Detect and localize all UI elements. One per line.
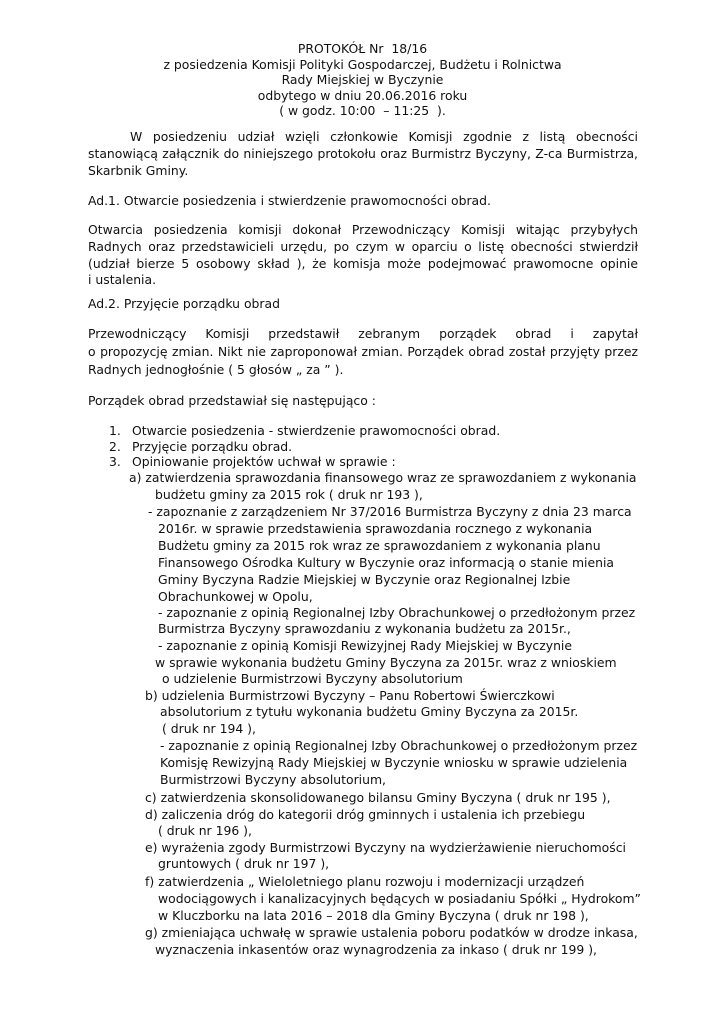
subitem-d-line: ( druk nr 196 ),	[158, 823, 252, 838]
agenda-item-text: Otwarcie posiedzenia - stwierdzenie prawomocności obrad.	[132, 423, 501, 438]
ad2-line-3: Radnych jednogłośnie ( 5 głosów „ za ” ).	[88, 362, 344, 377]
time-line: ( w godz. 10:00 – 11:25 ).	[279, 103, 446, 119]
subitem-b-line: absolutorium z tytułu wykonania budżetu Gminy Byczyna za 2015r.	[160, 704, 579, 719]
ad1-line-1: Otwarcia posiedzenia komisji dokonał Przewodniczący Komisji witając przybyłych	[88, 222, 638, 237]
subitem-f-line: f) zatwierdzenia „ Wieloletniego planu rozwoju i modernizacji urządzeń	[145, 874, 585, 889]
ad1-line-4: i ustalenia.	[88, 272, 157, 287]
subitem-b-line: ( druk nr 194 ),	[162, 721, 256, 736]
protocol-header	[0, 41, 725, 119]
subitem-a-line: Finansowego Ośrodka Kultury w Byczynie oraz informacją o stanie mienia	[158, 555, 614, 570]
agenda-item-text: Opiniowanie projektów uchwał w sprawie :	[132, 454, 396, 469]
ad1-heading: Ad.1. Otwarcie posiedzenia i stwierdzenie prawomocności obrad.	[88, 193, 491, 208]
subitem-b-line: b) udzielenia Burmistrzowi Byczyny – Panu Robertowi Świerczkowi	[145, 688, 555, 703]
council-line: Rady Miejskiej w Byczynie	[281, 72, 444, 88]
ad2-line-1: Przewodniczący Komisji przedstawił zebranym porządek obrad i zapytał	[88, 326, 638, 341]
ad2-heading: Ad.2. Przyjęcie porządku obrad	[88, 296, 280, 311]
protocol-title: PROTOKÓŁ Nr 18/16	[297, 41, 428, 56]
subitem-a-line: Gminy Byczyna Radzie Miejskiej w Byczynie oraz Regionalnej Izbie	[158, 572, 571, 587]
subitem-g-line: wyznaczenia inkasentów oraz wynagrodzenia za inkaso ( druk nr 199 ),	[155, 942, 597, 957]
agenda-item-text: Przyjęcie porządku obrad.	[132, 439, 293, 454]
intro-line-3: Skarbnik Gminy.	[88, 163, 189, 178]
intro-line-2: stanowiącą załącznik do niniejszego protokołu oraz Burmistrz Byczyny, Z-ca Burmistrza,	[88, 146, 638, 161]
subitem-e-line: e) wyrażenia zgody Burmistrzowi Byczyny na wydzierżawienie nieruchomości	[145, 840, 626, 855]
subitem-a-line: 2016r. w sprawie przedstawienia sprawozdania rocznego z wykonania	[158, 521, 593, 536]
agenda-item-number: 2.	[109, 439, 121, 454]
ad2-line-2: o propozycję zmian. Nikt nie zaproponował zmian. Porządek obrad został przyjęty przez	[88, 344, 638, 359]
subitem-a-line: - zapoznanie z zarządzeniem Nr 37/2016 Burmistrza Byczyny z dnia 23 marca	[148, 504, 632, 519]
committee-line: z posiedzenia Komisji Polityki Gospodarczej, Budżetu i Rolnictwa	[163, 56, 562, 72]
subitem-f-line: wodociągowych i kanalizacyjnych będących w posiadaniu Spółki „ Hydrokom”	[158, 891, 641, 906]
subitem-a-line: Burmistrza Byczyny sprawozdaniu z wykonania budżetu za 2015r.,	[158, 621, 571, 636]
subitem-g-line: g) zmieniająca uchwałę w sprawie ustalenia poboru podatków w drodze inkasa,	[145, 925, 638, 940]
intro-line-1: W posiedzeniu udział wzięli członkowie Komisji zgodnie z listą obecności	[130, 129, 638, 144]
subitem-a-line: a) zatwierdzenia sprawozdania finansowego wraz ze sprawozdaniem z wykonania	[129, 470, 637, 485]
subitem-c-line: c) zatwierdzenia skonsolidowanego bilansu Gminy Byczyna ( druk nr 195 ),	[145, 790, 611, 805]
subitem-a-line: - zapoznanie z opinią Regionalnej Izby Obrachunkowej o przedłożonym przez	[158, 605, 636, 620]
subitem-a-line: o udzielenie Burmistrzowi Byczyny absolutorium	[162, 671, 463, 686]
subitem-f-line: w Kluczborku na lata 2016 – 2018 dla Gminy Byczyna ( druk nr 198 ),	[158, 908, 589, 923]
subitem-b-line: - zapoznanie z opinią Regionalnej Izby Obrachunkowej o przedłożonym przez	[160, 738, 638, 753]
subitem-a-line: w sprawie wykonania budżetu Gminy Byczyna za 2015r. wraz z wnioskiem	[155, 655, 617, 670]
agenda-item-number: 3.	[109, 454, 121, 469]
subitem-d-line: d) zaliczenia dróg do kategorii dróg gminnych i ustalenia ich przebiegu	[145, 807, 586, 822]
date-line: odbytego w dniu 20.06.2016 roku	[257, 87, 468, 103]
ad1-line-3: (udział bierze 5 osobowy skład ), że komisja może podejmować prawomocne opinie	[88, 256, 638, 271]
subitem-a-line: Budżetu gminy za 2015 rok wraz ze sprawozdaniem z wykonania planu	[158, 538, 601, 553]
agenda-intro: Porządek obrad przedstawiał się następująco :	[88, 393, 376, 408]
subitem-e-line: gruntowych ( druk nr 197 ),	[158, 856, 330, 871]
subitem-b-line: Komisję Rewizyjną Rady Miejskiej w Byczynie wniosku w sprawie udzielenia	[160, 755, 628, 770]
subitem-b-line: Burmistrzowi Byczyny absolutorium,	[160, 772, 386, 787]
subitem-a-line: budżetu gminy za 2015 rok ( druk nr 193 ),	[155, 487, 423, 502]
agenda-item-number: 1.	[109, 423, 121, 438]
subitem-a-line: - zapoznanie z opinią Komisji Rewizyjnej Rady Miejskiej w Byczynie	[158, 638, 573, 653]
subitem-a-line: Obrachunkowej w Opolu,	[158, 589, 313, 604]
ad1-line-2: Radnych oraz przedstawicieli urzędu, po czym w oparciu o listę obecności stwierdził	[88, 239, 638, 254]
